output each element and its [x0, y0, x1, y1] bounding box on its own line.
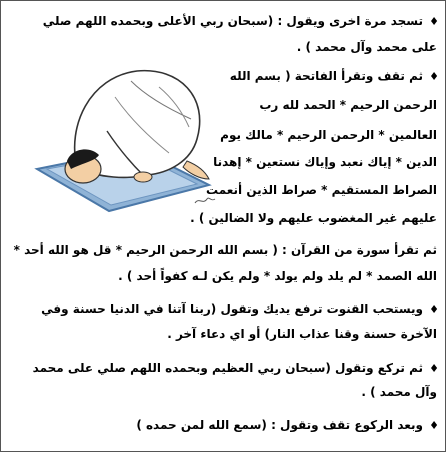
hand — [134, 172, 152, 182]
paragraph-5-line-1: ثم تركع وتقول (سبحان ربي العظيم وبحمده اللهم صلي على محمد — [32, 361, 423, 375]
bullet-icon: ♦ — [429, 15, 439, 28]
prostrating-figure-icon — [19, 57, 227, 217]
paragraph-3-line-2: الله الصمد * لم يلد ولم يولد * ولم يكن لـه كفواً أحد ) . — [118, 269, 437, 283]
paragraph-1-line-1: تسجد مرة اخرى ويقول : (سبحان ربي الأعلى وبحمده اللهم صلي — [42, 14, 423, 28]
paragraph-2-line-5: الصراط المستقيم * صراط الذين أنعمت — [206, 183, 437, 197]
paragraph-4-line-2: الآخرة حسنة وقنا عذاب النار) أو اي دعاء آخر . — [167, 327, 437, 341]
paragraph-2-line-1: ثم تقف وتقرأ الفاتحة ( بسم الله — [229, 69, 423, 83]
paragraph-2-line-4: الدين * إياك نعبد وإياك نستعين * إهدنا — [213, 155, 437, 169]
signature — [195, 198, 215, 203]
paragraph-2-line-6: عليهم غير المغضوب عليهم ولا الضالين ) . — [190, 211, 437, 225]
paragraph-4-line-1: ويستحب القنوت ترفع يديك وتقول (ربنا آتنا في الدنيا حسنة وفي — [41, 302, 423, 316]
paragraph-1-line-2: على محمد وآل محمد ) . — [296, 40, 437, 54]
bullet-icon: ♦ — [429, 419, 439, 432]
bullet-icon: ♦ — [429, 303, 439, 316]
paragraph-2-line-2: الرحمن الرحيم * الحمد لله رب — [259, 98, 437, 112]
paragraph-2-line-3: العالمين * الرحمن الرحيم * مالك يوم — [220, 128, 437, 142]
paragraph-3-line-1: ثم تقرأ سورة من القرآن : ( بسم الله الرحمن الرحيم * قل هو الله أحد * — [13, 243, 437, 257]
paragraph-5-line-2: وآل محمد ) . — [361, 385, 437, 399]
bullet-icon: ♦ — [429, 70, 439, 83]
paragraph-6-line-1: وبعد الركوع تقف وتقول : (سمع الله لمن حمده ) — [136, 418, 423, 432]
bullet-icon: ♦ — [429, 362, 439, 375]
